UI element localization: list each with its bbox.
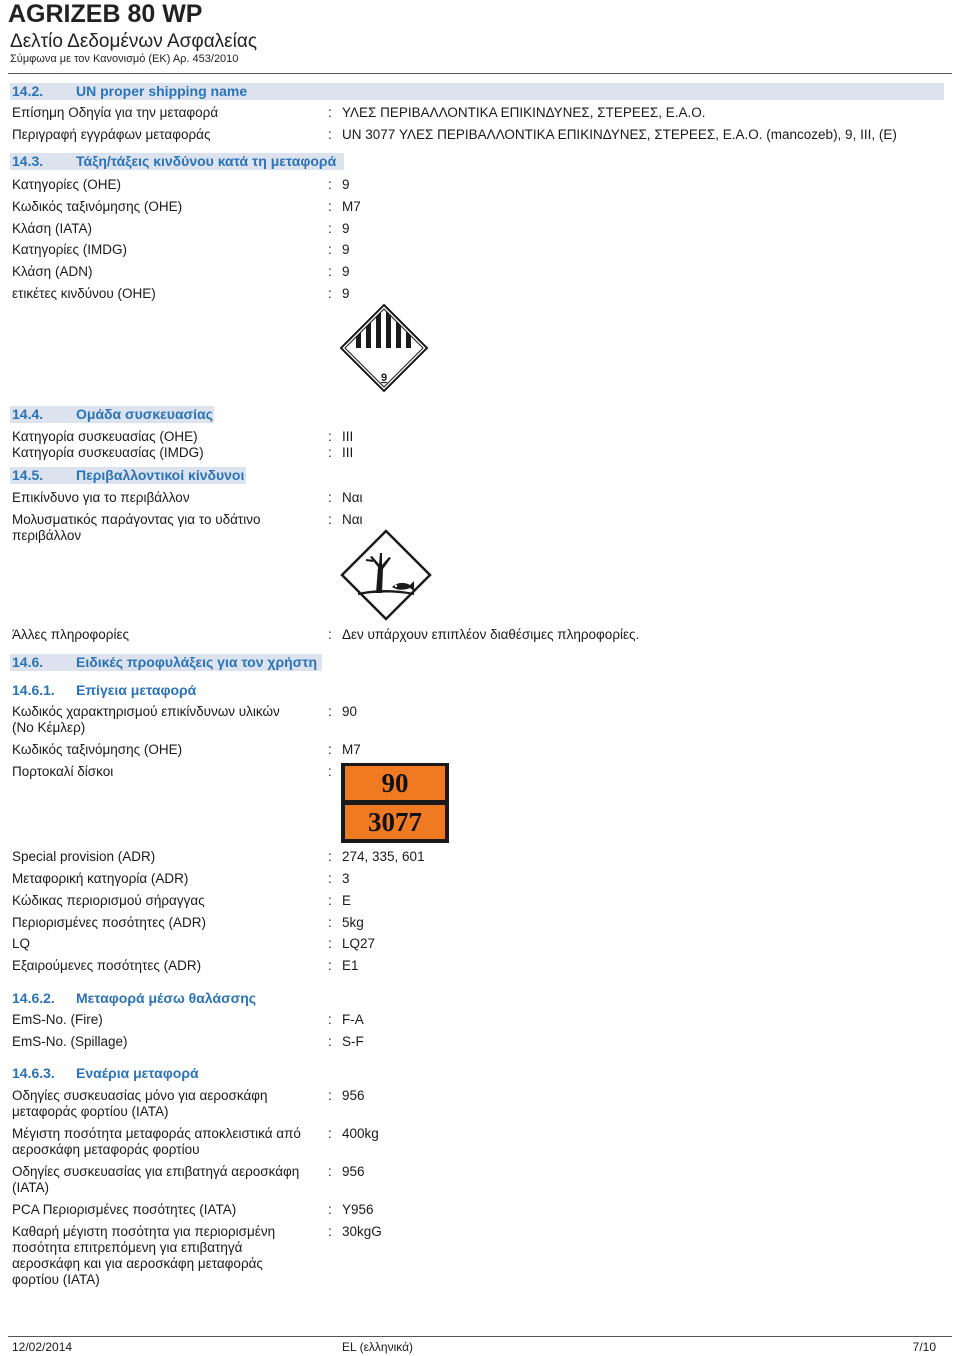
row-value: 9 xyxy=(342,177,350,192)
environment-hazard-icon xyxy=(340,529,432,621)
row-label-cont: (Νο Κέμλερ) xyxy=(12,720,86,735)
document-subtitle: Δελτίο Δεδομένων Ασφαλείας xyxy=(10,31,258,52)
row-value: 956 xyxy=(342,1088,365,1103)
row-label: Περιγραφή εγγράφων μεταφοράς xyxy=(12,127,211,142)
subsection-14-6-2-header xyxy=(10,990,310,1007)
row-label-cont: μεταφοράς φορτίου (IATA) xyxy=(12,1104,169,1119)
colon: : xyxy=(328,893,332,908)
row-value: 274, 335, 601 xyxy=(342,849,425,864)
row-value: 956 xyxy=(342,1164,365,1179)
row-label: Κωδικός χαρακτηρισμού επικίνδυνων υλικών xyxy=(12,704,280,719)
subsection-title: Επίγεια μεταφορά xyxy=(76,682,197,698)
colon: : xyxy=(328,445,332,460)
row-label: Κατηγορία συσκευασίας (IMDG) xyxy=(12,445,204,460)
row-value: Ναι xyxy=(342,512,363,527)
colon: : xyxy=(328,1164,332,1179)
row-value: M7 xyxy=(342,742,361,757)
section-number: 14.4. xyxy=(12,406,44,422)
row-label: EmS-No. (Spillage) xyxy=(12,1034,128,1049)
row-label: Πορτοκαλί δίσκοι xyxy=(12,764,114,779)
document-title: AGRIZEB 80 WP xyxy=(8,0,203,28)
colon: : xyxy=(328,849,332,864)
subsection-14-6-1-header xyxy=(10,682,310,699)
row-value: E1 xyxy=(342,958,359,973)
colon: : xyxy=(328,221,332,236)
section-number: 14.6. xyxy=(12,654,44,670)
colon: : xyxy=(328,1088,332,1103)
orange-plate xyxy=(341,763,449,843)
row-value: Ναι xyxy=(342,490,363,505)
row-label-cont: (IATA) xyxy=(12,1180,49,1195)
row-label-cont: αεροσκάφη και για αεροσκάφη μεταφοράς xyxy=(12,1256,263,1271)
colon: : xyxy=(328,936,332,951)
section-title: Τάξη/τάξεις κινδύνου κατά τη μεταφορά xyxy=(76,153,337,169)
row-value: E xyxy=(342,893,352,908)
class-9-hazard-label-icon xyxy=(339,303,429,393)
colon: : xyxy=(328,1224,332,1239)
row-label: Εξαιρούμενες ποσότητες (ADR) xyxy=(12,958,202,973)
subsection-14-6-3-header xyxy=(10,1065,310,1082)
row-label: Επικίνδυνο για το περιβάλλον xyxy=(12,490,190,505)
section-14-2-header xyxy=(10,83,944,100)
row-value: LQ27 xyxy=(342,936,376,951)
colon: : xyxy=(328,742,332,757)
row-label: Κλάση (IATA) xyxy=(12,221,92,236)
colon: : xyxy=(328,1126,332,1141)
row-label: Επίσημη Οδηγία για την μεταφορά xyxy=(12,105,219,120)
section-title: Περιβαλλοντικοί κίνδυνοι xyxy=(76,467,245,483)
footer-language: EL (ελληνικά) xyxy=(342,1340,414,1354)
colon: : xyxy=(328,1034,332,1049)
row-label: Καθαρή μέγιστη ποσότητα για περιορισμένη xyxy=(12,1224,276,1239)
colon: : xyxy=(328,177,332,192)
row-label-cont: ποσότητα επιτρεπόμενη για επιβατηγά xyxy=(12,1240,243,1255)
row-label-cont: φορτίου (IATA) xyxy=(12,1272,100,1287)
row-value: UN 3077 ΥΛΕΣ ΠΕΡΙΒΑΛΛΟΝΤΙΚΑ ΕΠΙΚΙΝΔΥΝΕΣ, ΣΤΕΡΕΕΣ, Ε.Α.Ο. (mancozeb), 9, III, (E) xyxy=(342,127,897,142)
row-value: III xyxy=(342,429,354,444)
section-14-5-header xyxy=(10,467,246,484)
orange-plate-un-number: 3077 xyxy=(345,805,445,839)
row-value: S-F xyxy=(342,1034,364,1049)
row-label: Μολυσματικός παράγοντας για το υδάτινο xyxy=(12,512,261,527)
colon: : xyxy=(328,627,332,642)
row-value: M7 xyxy=(342,199,361,214)
colon: : xyxy=(328,915,332,930)
colon: : xyxy=(328,264,332,279)
row-value: 400kg xyxy=(342,1126,379,1141)
row-label: Κατηγορίες (IMDG) xyxy=(12,242,127,257)
section-number: 14.3. xyxy=(12,153,44,169)
subsection-title: Εναέρια μεταφορά xyxy=(76,1065,199,1081)
row-label: ετικέτες κινδύνου (ΟΗΕ) xyxy=(12,286,156,301)
row-label: EmS-No. (Fire) xyxy=(12,1012,103,1027)
regulation-note: Σύμφωνα με τον Κανονισμό (ΕΚ) Αρ. 453/2010 xyxy=(10,53,239,65)
colon: : xyxy=(328,242,332,257)
row-value: Δεν υπάρχουν επιπλέον διαθέσιμες πληροφορίες. xyxy=(342,627,640,642)
colon: : xyxy=(328,1202,332,1217)
hazard-label-number: 9 xyxy=(380,372,388,384)
colon: : xyxy=(328,429,332,444)
row-label: Κωδικός ταξινόμησης (ΟΗΕ) xyxy=(12,199,183,214)
row-value: 30kgG xyxy=(342,1224,382,1239)
row-label: Κωδικός ταξινόμησης (ΟΗΕ) xyxy=(12,742,183,757)
colon: : xyxy=(328,199,332,214)
row-label: Κατηγορίες (ΟΗΕ) xyxy=(12,177,121,192)
colon: : xyxy=(328,871,332,886)
colon: : xyxy=(328,958,332,973)
row-value: 5kg xyxy=(342,915,364,930)
row-value: 3 xyxy=(342,871,350,886)
section-title: Ομάδα συσκευασίας xyxy=(76,406,213,422)
row-label: Άλλες πληροφορίες xyxy=(12,627,130,642)
section-14-3-header xyxy=(10,153,344,170)
footer-date: 12/02/2014 xyxy=(12,1340,73,1354)
colon: : xyxy=(328,764,332,779)
colon: : xyxy=(328,105,332,120)
colon: : xyxy=(328,286,332,301)
row-value: ΥΛΕΣ ΠΕΡΙΒΑΛΛΟΝΤΙΚΑ ΕΠΙΚΙΝΔΥΝΕΣ, ΣΤΕΡΕΕΣ, Ε.Α.Ο. xyxy=(342,105,706,120)
section-number: 14.5. xyxy=(12,467,44,483)
colon: : xyxy=(328,704,332,719)
colon: : xyxy=(328,490,332,505)
row-value: Y956 xyxy=(342,1202,374,1217)
subsection-number: 14.6.3. xyxy=(12,1065,55,1081)
row-label: Οδηγίες συσκευασίας μόνο για αεροσκάφη xyxy=(12,1088,268,1103)
section-14-6-header xyxy=(10,654,322,671)
row-label: LQ xyxy=(12,936,31,951)
header-divider xyxy=(8,73,952,74)
row-label: Κλάση (ADN) xyxy=(12,264,93,279)
colon: : xyxy=(328,127,332,142)
row-value: 9 xyxy=(342,221,350,236)
row-label: Κατηγορία συσκευασίας (ΟΗΕ) xyxy=(12,429,198,444)
row-label: Περιορισμένες ποσότητες (ADR) xyxy=(12,915,207,930)
row-value: 9 xyxy=(342,242,350,257)
section-number: 14.2. xyxy=(12,83,44,99)
subsection-number: 14.6.1. xyxy=(12,682,55,698)
row-label: Οδηγίες συσκευασίας για επιβατηγά αεροσκάφη xyxy=(12,1164,300,1179)
colon: : xyxy=(328,512,332,527)
row-value: 90 xyxy=(342,704,358,719)
row-label-cont: περιβάλλον xyxy=(12,528,82,543)
section-14-4-header xyxy=(10,406,214,423)
subsection-title: Μεταφορά μέσω θαλάσσης xyxy=(76,990,257,1006)
row-value: F-A xyxy=(342,1012,364,1027)
row-label: Κώδικας περιορισμού σήραγγας xyxy=(12,893,205,908)
footer-divider xyxy=(8,1336,952,1337)
row-value: 9 xyxy=(342,264,350,279)
orange-plate-hazard-number: 90 xyxy=(345,766,445,800)
row-label: Μεταφορική κατηγορία (ADR) xyxy=(12,871,189,886)
row-value: 9 xyxy=(342,286,350,301)
row-label: Special provision (ADR) xyxy=(12,849,156,864)
subsection-number: 14.6.2. xyxy=(12,990,55,1006)
colon: : xyxy=(328,1012,332,1027)
row-label: PCA Περιορισμένες ποσότητες (IATA) xyxy=(12,1202,237,1217)
section-title: UN proper shipping name xyxy=(76,83,248,99)
section-title: Ειδικές προφυλάξεις για τον χρήστη xyxy=(76,654,318,670)
row-label: Μέγιστη ποσότητα μεταφοράς αποκλειστικά από xyxy=(12,1126,301,1141)
footer-page-number: 7/10 xyxy=(912,1340,936,1354)
row-label-cont: αεροσκάφη μεταφοράς φορτίου xyxy=(12,1142,200,1157)
row-value: III xyxy=(342,445,354,460)
